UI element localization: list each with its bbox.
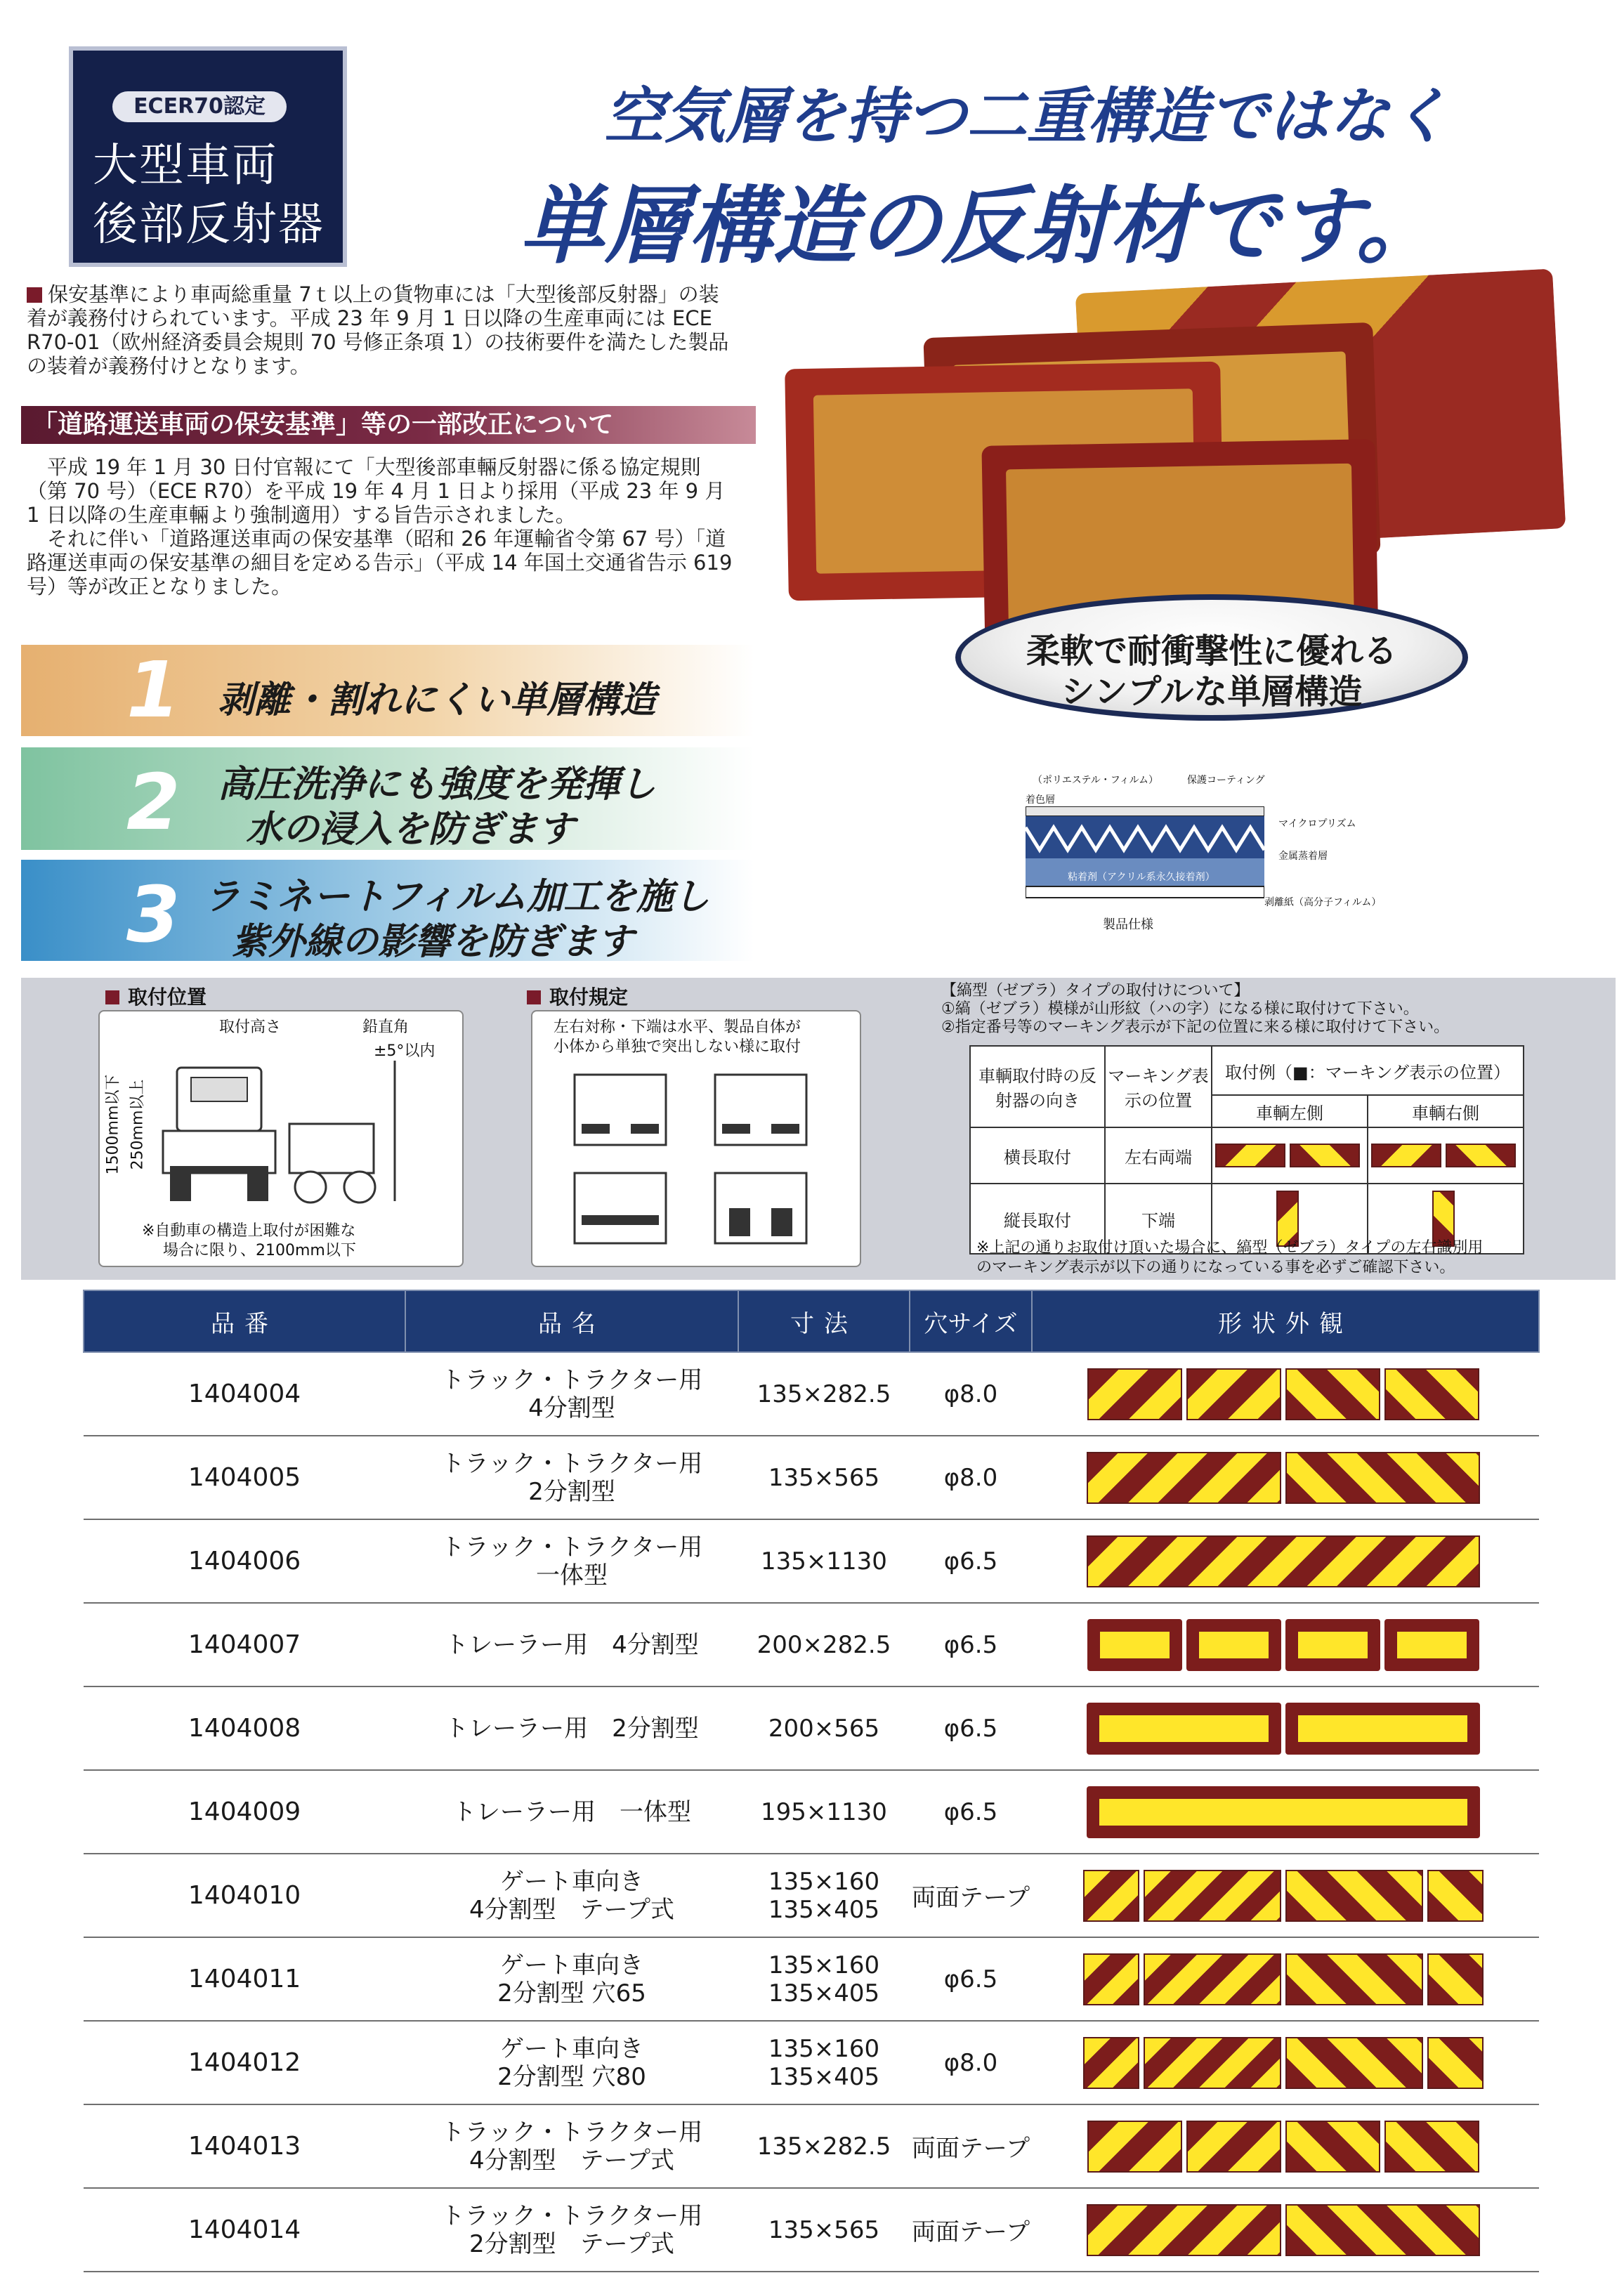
rule-text-line1: 左右対称・下端は水平、製品自体が: [554, 1018, 801, 1036]
product-code: 1404011: [84, 1937, 405, 2021]
product-code: 1404007: [84, 1603, 405, 1686]
revision-paragraph-2: それに伴い「道路運送車両の保安基準（昭和 26 年運輸省令第 67 号）「道路運送車両の保安基準の細目を定める告示」（平成 14 年国土交通省告示 619 号）等が改正となりました。: [27, 527, 733, 598]
product-code: 1404005: [84, 1436, 405, 1519]
rule-vehicle-icons: [568, 1068, 834, 1257]
product-hole-size: φ6.5: [910, 1603, 1032, 1686]
bullet-square-icon: [105, 990, 119, 1004]
mount-rule-diagram: [531, 1010, 861, 1267]
xsec-caption: 製品仕様: [1103, 917, 1153, 932]
product-shape-image: [1032, 1519, 1539, 1603]
product-name: [405, 2021, 738, 2104]
xsec-label-release: 剥離紙（高分子フィルム）: [1264, 897, 1382, 908]
feature-ellipse: [955, 594, 1468, 721]
product-name-line1: ゲート車向き: [500, 1867, 643, 1896]
product-size-line1: 200×282.5: [757, 1630, 891, 1659]
col-header-hole: 穴サイズ: [910, 1290, 1032, 1352]
truck-rear-icon: [142, 1061, 423, 1215]
product-hole-size: φ6.5: [910, 1937, 1032, 2021]
mounting-info-panel: [21, 978, 1616, 1280]
product-name: [405, 1937, 738, 2021]
product-hole-size: φ8.0: [910, 1436, 1032, 1519]
feature-1: [21, 645, 754, 736]
mk-header-position: マーキング表示の位置: [1105, 1046, 1212, 1127]
headline-line2: 単層構造の反射材です。: [520, 178, 1441, 275]
table-row: [84, 1937, 1539, 2021]
reflector-segment: [1087, 1703, 1281, 1755]
mk-row1-position: 左右両端: [1105, 1127, 1212, 1184]
col-header-name: 品名: [405, 1290, 738, 1352]
marking-table: [969, 1045, 1524, 1255]
label-min-height: 250mm以上: [129, 1079, 147, 1170]
product-shape-image: [1032, 1352, 1539, 1436]
intro-text: 保安基準により車両総重量 7ｔ以上の貨物車には「大型後部反射器」の装着が義務付けられています。平成 23 年 9 月 1 日以降の生産車両には ECE R70-01（欧州経済委員会規則 70 号修正条項 1）の技術要件を満たした製品の装着が義務付けとなります。: [27, 282, 729, 378]
reflector-segment: [1285, 2121, 1380, 2173]
product-size-line2: 135×405: [768, 1895, 880, 1924]
reflector-segment: [1087, 1368, 1182, 1420]
product-size-line1: 200×565: [768, 1714, 880, 1743]
xsec-label-adhesive: 粘着剤（アクリル系永久接着剤）: [1068, 872, 1215, 883]
product-size-line1: 135×282.5: [757, 1380, 891, 1408]
product-shape-image: [1032, 1686, 1539, 1770]
product-size-line1: 135×160: [768, 1867, 880, 1896]
product-code: 1404010: [84, 1854, 405, 1937]
reflector-segment: [1186, 1368, 1281, 1420]
label-max-height: 1500mm以下: [104, 1074, 122, 1175]
product-size-line1: 135×565: [768, 2215, 880, 2244]
table-row: [84, 1436, 1539, 1519]
reflector-segment: [1384, 1619, 1479, 1671]
badge-pill: ECER70認定: [112, 91, 287, 122]
product-hole-size: φ8.0: [910, 1352, 1032, 1436]
product-shape-image: [1032, 1436, 1539, 1519]
reflector-segment: [1285, 2037, 1423, 2089]
product-name-line1: トラック・トラクター用: [440, 1449, 703, 1478]
product-code: 1404008: [84, 1686, 405, 1770]
label-vertical-angle: 鉛直角: [362, 1018, 410, 1036]
intro-paragraph: [27, 282, 729, 378]
product-name: [405, 1770, 738, 1854]
product-name: [405, 1519, 738, 1603]
reflector-segment: [1087, 2121, 1182, 2173]
product-size: [738, 1352, 910, 1436]
product-name-line2: 4分割型: [528, 1394, 615, 1422]
product-name-line2: 2分割型 穴65: [497, 1979, 646, 2007]
product-name: [405, 1603, 738, 1686]
revision-subheading: 「道路運送車両の保安基準」等の一部改正について: [21, 406, 756, 444]
product-name-line2: 2分割型 穴80: [497, 2062, 646, 2091]
table-row: [84, 1519, 1539, 1603]
product-code: 1404009: [84, 1770, 405, 1854]
table-row: [84, 2188, 1539, 2272]
headline-line1: 空気層を持つ二重構造ではなく: [604, 81, 1450, 152]
reflector-segment: [1087, 1452, 1281, 1504]
mk-row2-direction: 縦長取付: [970, 1184, 1105, 1254]
reflector-segment: [1285, 2204, 1480, 2256]
reflector-segment: [1285, 1452, 1480, 1504]
reflector-segment: [1285, 1619, 1380, 1671]
product-hole-size: 両面テープ: [910, 2188, 1032, 2272]
bullet-square-icon: [527, 990, 541, 1004]
feature-3-text-line1: ラミネートフィルム加工を施し: [204, 876, 710, 918]
product-hole-size: φ6.5: [910, 1519, 1032, 1603]
xsec-label-metal: 金属蒸着層: [1278, 851, 1328, 862]
product-name: [405, 2188, 738, 2272]
product-size: [738, 2021, 910, 2104]
mk-row1-direction: 横長取付: [970, 1127, 1105, 1184]
product-hole-size: φ6.5: [910, 1770, 1032, 1854]
mount-note-line2: 場合に限り、2100mm以下: [163, 1242, 356, 1259]
table-row: [84, 1770, 1539, 1854]
product-hole-size: φ8.0: [910, 2021, 1032, 2104]
product-shape-image: [1032, 2104, 1539, 2188]
reflector-segment: [1186, 1619, 1281, 1671]
feature-2-text-line2: 水の浸入を防ぎます: [246, 808, 575, 851]
bottom-note-line1: ※上記の通りお取付け頂いた場合に、縞型（ゼブラ）タイプの左右識別用: [976, 1239, 1484, 1257]
product-code: 1404013: [84, 2104, 405, 2188]
col-header-code: 品番: [84, 1290, 405, 1352]
revision-paragraph-1: 平成 19 年 1 月 30 日付官報にて「大型後部車輛反射器に係る協定規則（第 70 号）（ECE R70）を平成 19 年 4 月 1 日より採用（平成 23 年 9 月 1 日以降の生産車輛より強制適用）する旨告示されました。: [27, 455, 726, 527]
reflector-segment: [1087, 2204, 1281, 2256]
product-shape-image: [1032, 1937, 1539, 2021]
product-name: [405, 1352, 738, 1436]
revision-text: [27, 455, 736, 598]
product-name-line1: トラック・トラクター用: [440, 1533, 703, 1561]
product-name-line1: トラック・トラクター用: [440, 1365, 703, 1394]
product-name-line1: トレーラー用 2分割型: [445, 1714, 699, 1743]
zebra-note-title: 【縞型（ゼブラ）タイプの取付けについて】: [941, 982, 1250, 1000]
certification-badge: [69, 46, 347, 267]
product-name-line1: トレーラー用 4分割型: [445, 1630, 699, 1659]
label-angle-tolerance: ±5°以内: [374, 1042, 436, 1060]
product-name-line2: 2分割型 テープ式: [469, 2229, 674, 2258]
table-row: [84, 1603, 1539, 1686]
feature-2-number: 2: [126, 757, 181, 847]
zebra-note-1: ①縞（ゼブラ）模様が山形紋（ハの字）になる様に取付けて下さい。: [941, 1000, 1419, 1018]
product-size-line1: 135×282.5: [757, 2132, 891, 2161]
mount-position-title: 取付位置: [105, 982, 207, 1010]
feature-2-text-line1: 高圧洗浄にも強度を発揮し: [218, 764, 657, 806]
reflector-segment: [1083, 1953, 1139, 2005]
zebra-note-2: ②指定番号等のマーキング表示が下記の位置に来る様に取付けて下さい。: [941, 1018, 1450, 1036]
product-name-line2: 2分割型: [528, 1477, 615, 1506]
product-code: 1404012: [84, 2021, 405, 2104]
reflector-segment: [1186, 2121, 1281, 2173]
product-name-line2: 4分割型 テープ式: [469, 1895, 674, 1924]
product-shape-image: [1032, 1603, 1539, 1686]
feature-1-number: 1: [126, 645, 181, 735]
product-size-line1: 135×1130: [761, 1547, 887, 1576]
reflector-segment: [1427, 2037, 1484, 2089]
product-hole-size: 両面テープ: [910, 1854, 1032, 1937]
product-name-line1: トレーラー用 一体型: [452, 1797, 691, 1826]
reflector-segment: [1285, 1953, 1423, 2005]
product-table: [83, 1290, 1540, 2272]
product-size: [738, 1519, 910, 1603]
product-code: 1404014: [84, 2188, 405, 2272]
feature-1-text: 剥離・割れにくい単層構造: [218, 679, 657, 721]
product-size-line1: 135×160: [768, 1951, 880, 1979]
product-size: [738, 2104, 910, 2188]
mk-header-example: 取付例（■：マーキング表示の位置）: [1212, 1046, 1524, 1095]
product-name: [405, 1854, 738, 1937]
product-code: 1404006: [84, 1519, 405, 1603]
mk-header-direction: 車輌取付時の反射器の向き: [970, 1046, 1105, 1127]
feature-2: [21, 747, 754, 850]
product-size-line1: 195×1130: [761, 1797, 887, 1826]
reflector-segment: [1083, 1870, 1139, 1922]
reflector-segment: [1427, 1870, 1484, 1922]
mount-rule-title: 取付規定: [527, 982, 628, 1010]
badge-title-line2: 後部反射器: [93, 199, 325, 251]
rule-text-line2: 小体から単独で突出しない様に取付: [554, 1038, 801, 1056]
cross-section-diagram: [1026, 766, 1391, 934]
product-name: [405, 2104, 738, 2188]
mount-note-line1: ※自動車の構造上取付が困難な: [142, 1222, 356, 1240]
product-size: [738, 1603, 910, 1686]
label-mount-height: 取付高さ: [219, 1018, 282, 1036]
product-name-line1: ゲート車向き: [500, 1951, 643, 1979]
table-row: [84, 1686, 1539, 1770]
reflector-segment: [1427, 1953, 1484, 2005]
reflector-segment: [1144, 1953, 1281, 2005]
product-name-line2: 4分割型 テープ式: [469, 2146, 674, 2175]
product-size: [738, 1686, 910, 1770]
product-name-line2: 一体型: [536, 1561, 608, 1590]
product-size: [738, 1770, 910, 1854]
product-hole-size: 両面テープ: [910, 2104, 1032, 2188]
bottom-note-line2: のマーキング表示が以下の通りになっている事を必ずご確認下さい。: [976, 1259, 1455, 1276]
reflector-segment: [1087, 1786, 1480, 1838]
ellipse-line2: シンプルな単層構造: [1061, 672, 1363, 712]
reflector-segment: [1384, 1368, 1479, 1420]
ellipse-line1: 柔軟で耐衝撃性に優れる: [1026, 631, 1397, 671]
product-name-line1: トラック・トラクター用: [440, 2118, 703, 2147]
product-code: 1404004: [84, 1352, 405, 1436]
product-size: [738, 1937, 910, 2021]
reflector-segment: [1087, 1619, 1182, 1671]
product-name-line1: トラック・トラクター用: [440, 2201, 703, 2230]
feature-3-number: 3: [126, 870, 181, 959]
product-size: [738, 1436, 910, 1519]
reflector-segment: [1144, 2037, 1281, 2089]
reflector-segment: [1144, 1870, 1281, 1922]
mk-row1-right-example: [1368, 1127, 1524, 1184]
bullet-square-icon: [27, 287, 42, 303]
zebra-notes: [941, 982, 1573, 1037]
reflector-segment: [1384, 2121, 1479, 2173]
product-hole-size: φ6.5: [910, 1686, 1032, 1770]
reflector-segment: [1083, 2037, 1139, 2089]
product-name: [405, 1436, 738, 1519]
cross-section-layers: [1026, 806, 1264, 905]
col-header-shape: 形状外観: [1032, 1290, 1539, 1352]
mk-row1-left-example: [1212, 1127, 1368, 1184]
table-row: [84, 1352, 1539, 1436]
reflector-segment: [1285, 1703, 1480, 1755]
feature-3-text-line2: 紫外線の影響を防ぎます: [232, 921, 634, 963]
xsec-label-polyester: （ポリエステル・フィルム）: [1033, 775, 1159, 786]
feature-3: [21, 860, 754, 961]
xsec-label-color: 着色層: [1026, 794, 1055, 806]
product-size-line1: 135×160: [768, 2034, 880, 2063]
table-row: [84, 2104, 1539, 2188]
mount-position-diagram: [98, 1010, 464, 1267]
product-size-line1: 135×565: [768, 1463, 880, 1492]
xsec-label-microprism: マイクロプリズム: [1278, 818, 1356, 830]
mk-header-left: 車輌左側: [1212, 1095, 1368, 1127]
product-size-line2: 135×405: [768, 2062, 880, 2091]
badge-title-line1: 大型車両: [93, 140, 278, 192]
reflector-segment: [1285, 1870, 1423, 1922]
table-row: [84, 1854, 1539, 1937]
product-shape-image: [1032, 2188, 1539, 2272]
product-size: [738, 2188, 910, 2272]
product-name: [405, 1686, 738, 1770]
product-size-line2: 135×405: [768, 1979, 880, 2007]
product-table-body: [84, 1352, 1539, 2272]
product-shape-image: [1032, 1854, 1539, 1937]
product-shape-image: [1032, 1770, 1539, 1854]
product-shape-image: [1032, 2021, 1539, 2104]
mk-row2-position: 下端: [1105, 1184, 1212, 1254]
reflector-segment: [1285, 1368, 1380, 1420]
product-name-line1: ゲート車向き: [500, 2034, 643, 2063]
xsec-label-coating: 保護コーティング: [1187, 775, 1265, 786]
reflector-segment: [1087, 1535, 1480, 1587]
table-row: [84, 2021, 1539, 2104]
product-size: [738, 1854, 910, 1937]
col-header-size: 寸法: [738, 1290, 910, 1352]
mk-header-right: 車輌右側: [1368, 1095, 1524, 1127]
